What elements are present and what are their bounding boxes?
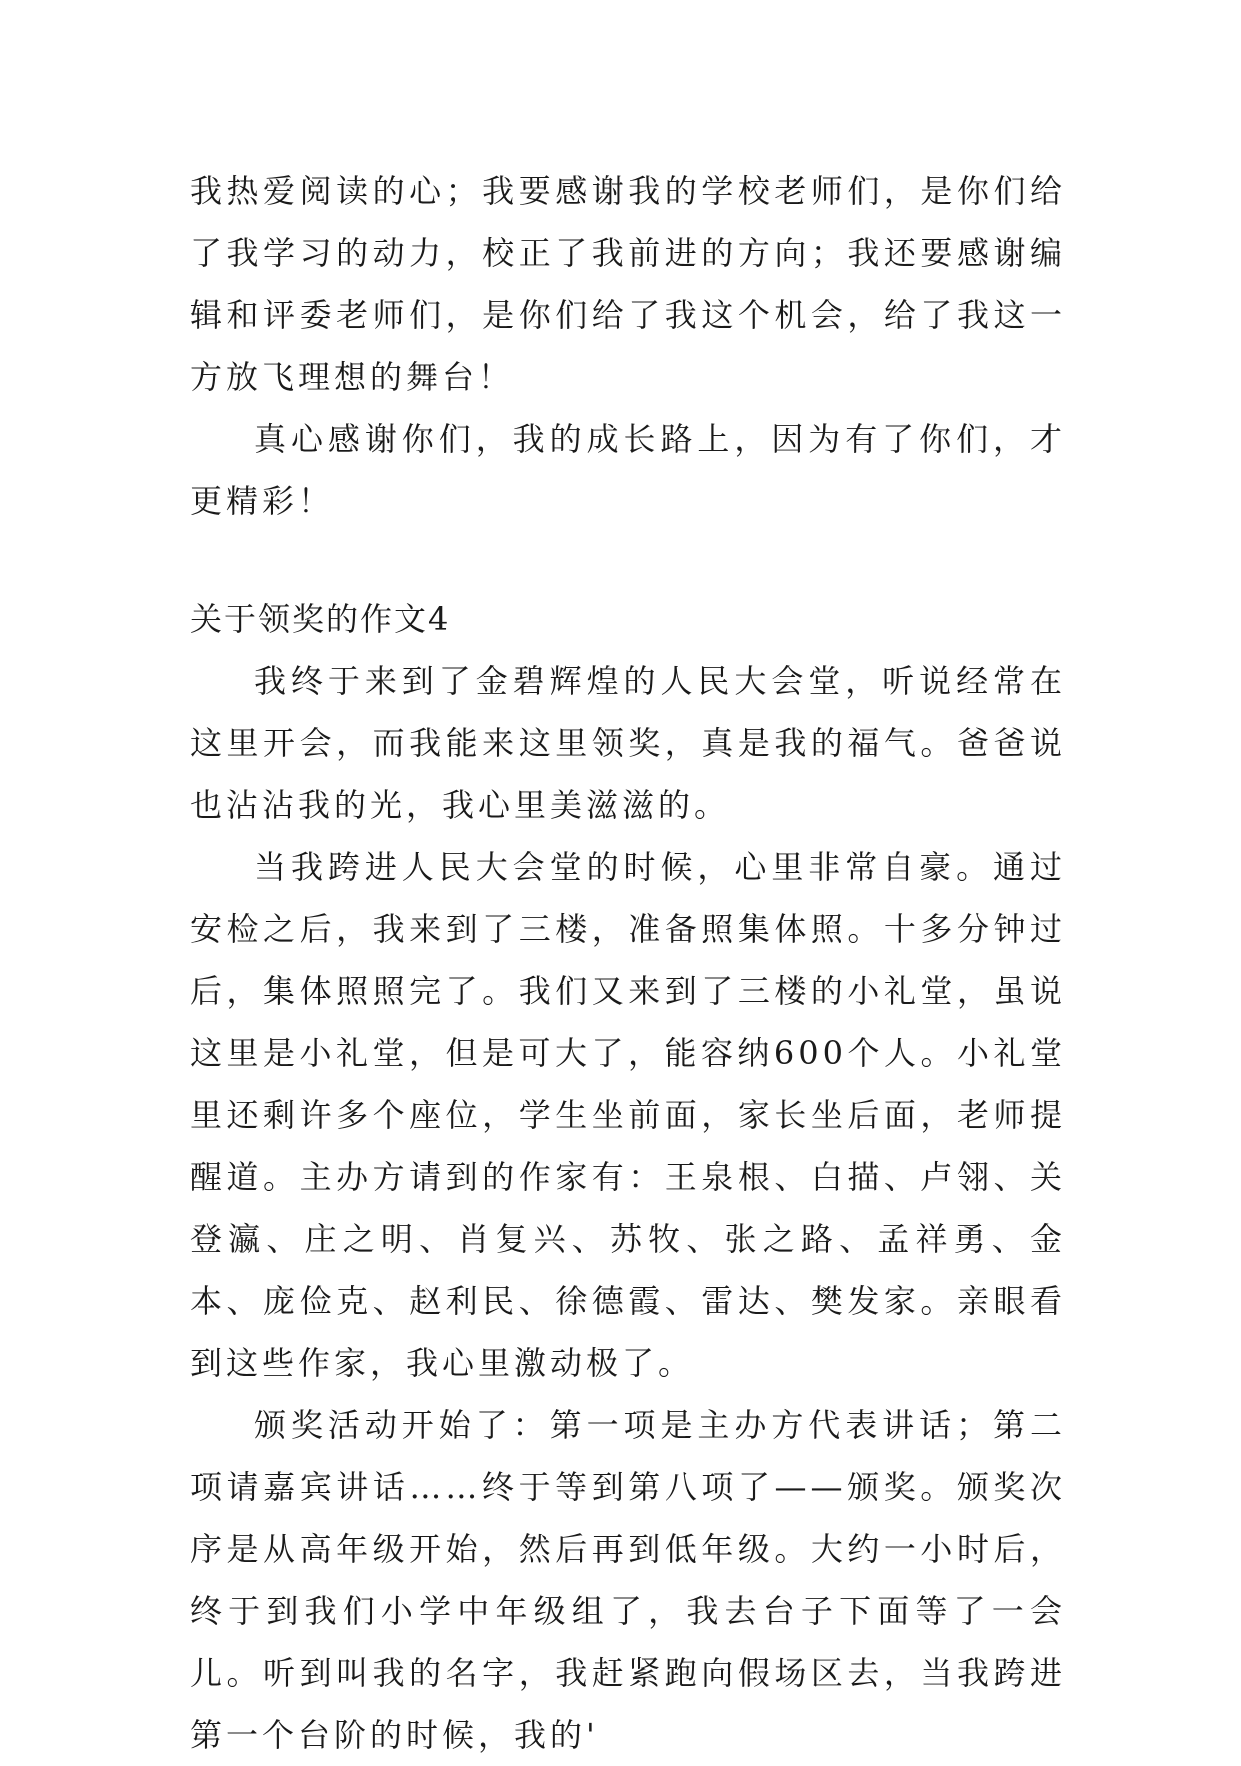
paragraph-ceremony: 颁奖活动开始了：第一项是主办方代表讲话；第二项请嘉宾讲话……终于等到第八项了——颁奖。颁奖次序是从高年级开始，然后再到低年级。大约一小时后，终于到我们小学中年级组了，我去台子下面等了一会儿。听到叫我的名字，我赶紧跑向假场区去，当我跨进第一个台阶的时候，我的' xyxy=(190,1406,1066,1754)
paragraph-arrival: 我终于来到了金碧辉煌的人民大会堂，听说经常在这里开会，而我能来这里领奖，真是我的福气。爸爸说也沾沾我的光，我心里美滋滋的。 xyxy=(190,662,1066,824)
paragraph-continuation: 我热爱阅读的心；我要感谢我的学校老师们，是你们给了我学习的动力，校正了我前进的方向；我还要感谢编辑和评委老师们，是你们给了我这个机会，给了我这一方放飞理想的舞台！ xyxy=(190,172,1066,396)
paragraph-thanks: 真心感谢你们，我的成长路上，因为有了你们，才更精彩！ xyxy=(190,420,1066,520)
document-body xyxy=(190,160,1066,1766)
section-title: 关于领奖的作文4 xyxy=(190,600,451,638)
paragraph-hall: 当我跨进人民大会堂的时候，心里非常自豪。通过安检之后，我来到了三楼，准备照集体照。十多分钟过后，集体照照完了。我们又来到了三楼的小礼堂，虽说这里是小礼堂，但是可大了，能容纳600个人。小礼堂里还剩许多个座位，学生坐前面，家长坐后面，老师提醒道。主办方请到的作家有：王泉根、白描、卢翎、关登瀛、庄之明、肖复兴、苏牧、张之路、孟祥勇、金本、庞俭克、赵利民、徐德霞、雷达、樊发家。亲眼看到这些作家，我心里激动极了。 xyxy=(190,848,1066,1382)
